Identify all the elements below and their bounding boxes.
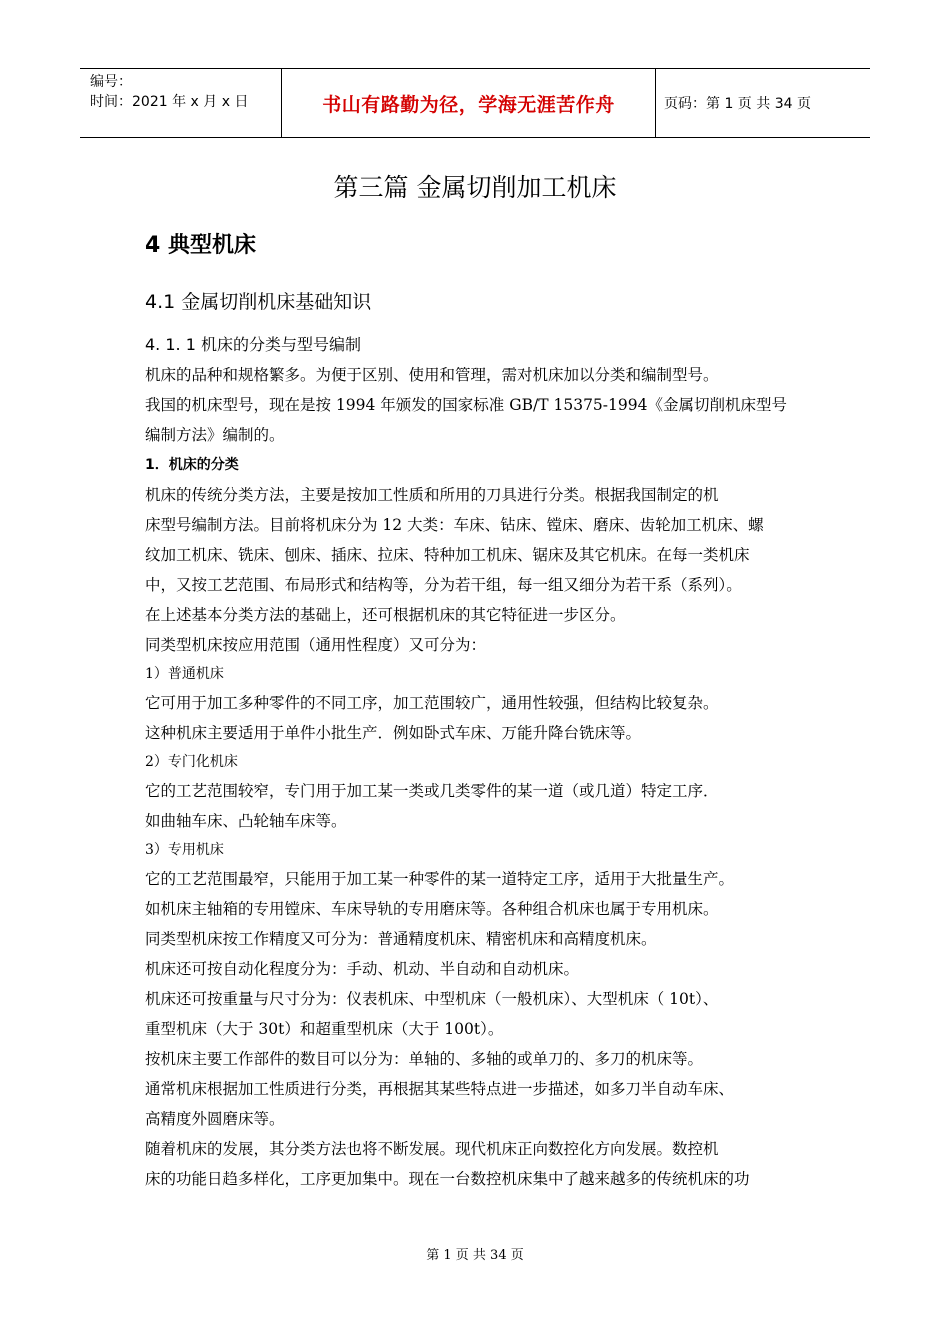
document-title: 第三篇 金属切削加工机床 [333, 173, 617, 202]
text-line: 随着机床的发展，其分类方法也将不断发展。现代机床正向数控化方向发展。数控机 [145, 1140, 719, 1158]
text-line: 机床还可按重量与尺寸分为：仪表机床、中型机床（一般机床）、大型机床（ 10t）、 [145, 990, 719, 1008]
text-line: 它的工艺范围最窄，只能用于加工某一种零件的某一道特定工序，适用于大批量生产。 [145, 870, 735, 888]
text-line: 如曲轴车床、凸轮轴车床等。 [145, 812, 347, 830]
text-line: 纹加工机床、铣床、刨床、插床、拉床、特种加工机床、锯床及其它机床。在每一类机床 [145, 546, 750, 564]
number-label: 编号： [90, 74, 132, 90]
text-line: 在上述基本分类方法的基础上，还可根据机床的其它特征进一步区分。 [145, 606, 626, 624]
chapter-heading: 4 典型机床 [145, 233, 256, 258]
text-line: 它的工艺范围较窄，专门用于加工某一类或几类零件的某一道（或几道）特定工序． [145, 782, 719, 800]
text-line: 编制方法》编制的。 [145, 426, 285, 444]
text-line: 机床的传统分类方法，主要是按加工性质和所用的刀具进行分类。根据我国制定的机 [145, 486, 719, 504]
text-line: 我国的机床型号，现在是按 1994 年颁发的国家标准 GB/T 15375-1994《金属切削机床型号 [145, 396, 787, 414]
text-line: 床型号编制方法。目前将机床分为 12 大类：车床、钻床、镗床、磨床、齿轮加工机床、螺 [145, 516, 764, 534]
header-page-cell [656, 69, 870, 137]
text-line: 机床还可按自动化程度分为：手动、机动、半自动和自动机床。 [145, 960, 580, 978]
text-line: 高精度外圆磨床等。 [145, 1110, 285, 1128]
time-label: 时间：2021 年 x 月 x 日 [90, 94, 249, 110]
text-line: 通常机床根据加工性质进行分类，再根据其某些特点进一步描述，如多刀半自动车床、 [145, 1080, 735, 1098]
subheading-line: 2）专门化机床 [145, 754, 238, 770]
page-footer: 第 1 页 共 34 页 [426, 1248, 524, 1263]
header-motto: 书山有路勤为径，学海无涯苦作舟 [322, 93, 615, 116]
text-line: 重型机床（大于 30t）和超重型机床（大于 100t）。 [145, 1020, 504, 1038]
text-line: 如机床主轴箱的专用镗床、车床导轨的专用磨床等。各种组合机床也属于专用机床。 [145, 900, 719, 918]
subsection-heading: 4. 1. 1 机床的分类与型号编制 [145, 335, 361, 354]
text-line: 按机床主要工作部件的数目可以分为：单轴的、多轴的或单刀的、多刀的机床等。 [145, 1050, 704, 1068]
subheading-line: 1．机床的分类 [145, 457, 239, 473]
header-page-label: 页码：第 1 页 共 34 页 [664, 96, 811, 112]
text-line: 这种机床主要适用于单件小批生产．例如卧式车床、万能升降台铣床等。 [145, 724, 642, 742]
page-header [80, 68, 870, 138]
subheading-line: 1）普通机床 [145, 666, 224, 682]
text-line: 床的功能日趋多样化，工序更加集中。现在一台数控机床集中了越来越多的传统机床的功 [145, 1170, 750, 1188]
header-motto-cell [282, 69, 656, 137]
text-line: 它可用于加工多种零件的不同工序，加工范围较广，通用性较强，但结构比较复杂。 [145, 694, 719, 712]
text-line: 机床的品种和规格繁多。为便于区别、使用和管理，需对机床加以分类和编制型号。 [145, 366, 719, 384]
subheading-line: 3）专用机床 [145, 842, 224, 858]
text-line: 同类型机床按应用范围（通用性程度）又可分为： [145, 636, 487, 654]
body-text [145, 360, 815, 1194]
text-line: 中，又按工艺范围、布局形式和结构等，分为若干组，每一组又细分为若干系（系列）。 [145, 576, 742, 594]
text-line: 同类型机床按工作精度又可分为：普通精度机床、精密机床和高精度机床。 [145, 930, 657, 948]
section-heading: 4.1 金属切削机床基础知识 [145, 291, 372, 313]
header-meta [80, 69, 282, 137]
